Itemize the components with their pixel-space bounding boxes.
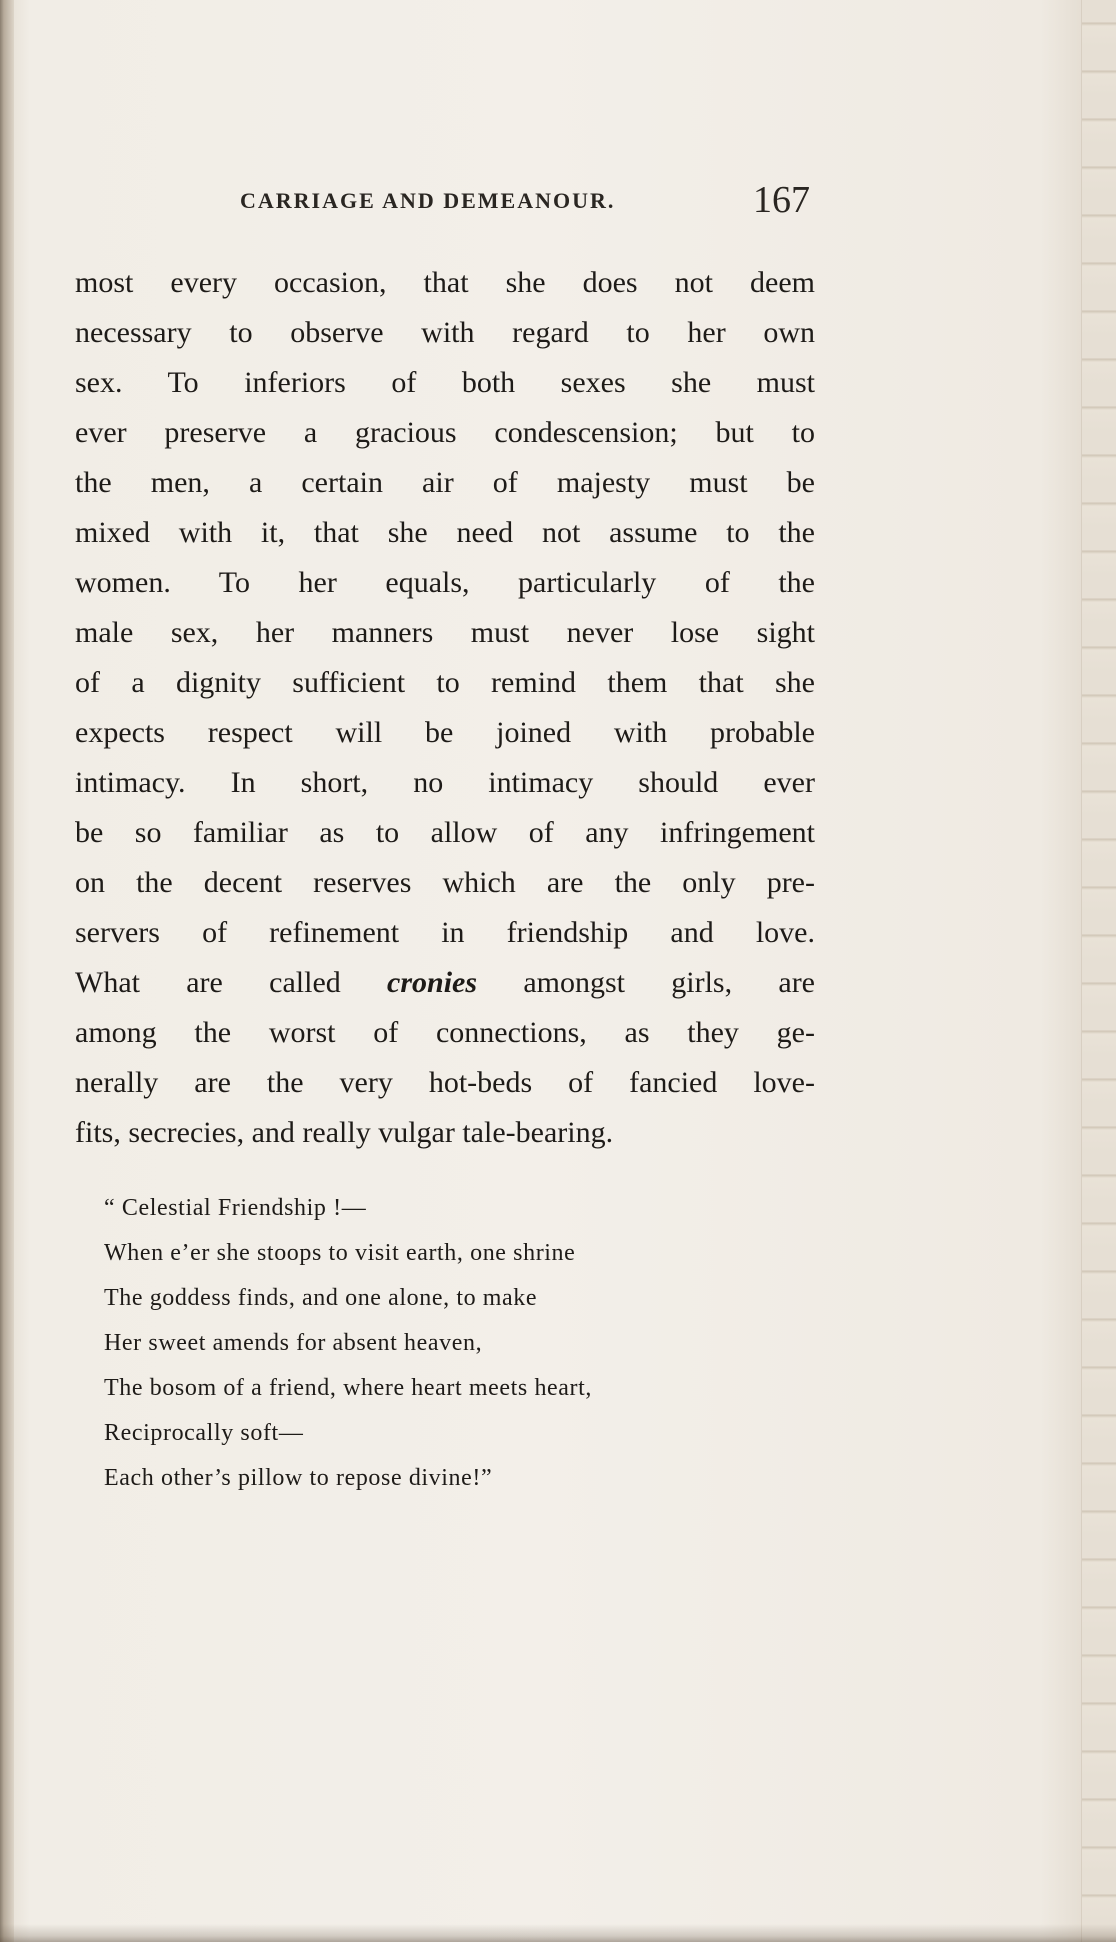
body-line: necessary to observe with regard to her own — [75, 316, 815, 349]
body-line: women. To her equals, particularly of the — [75, 566, 815, 599]
body-line: nerally are the very hot-beds of fancied love- — [75, 1066, 815, 1099]
body-line-after: amongst girls, are — [477, 966, 815, 999]
body-paragraph — [75, 258, 815, 1158]
italic-word: cronies — [387, 966, 478, 999]
running-head-title: CARRIAGE AND DEMEANOUR. — [240, 188, 616, 213]
page-bottom-edge — [0, 1924, 1116, 1942]
verse-line: Reciprocally soft— — [104, 1420, 304, 1446]
verse-line: The bosom of a friend, where heart meets heart, — [104, 1375, 593, 1401]
body-line: servers of refinement in friendship and love. — [75, 916, 815, 949]
page-number: 167 — [753, 179, 810, 221]
body-line: on the decent reserves which are the only pre- — [75, 866, 815, 899]
page-gutter-edge — [0, 0, 14, 1942]
body-line: male sex, her manners must never lose sight — [75, 616, 815, 649]
body-line: among the worst of connections, as they ge- — [75, 1016, 815, 1049]
verse-quotation — [104, 1186, 794, 1501]
running-head — [240, 178, 810, 228]
verse-line: Her sweet amends for absent heaven, — [104, 1330, 483, 1356]
verse-line: Each other’s pillow to repose divine!” — [104, 1465, 493, 1491]
body-line: intimacy. In short, no intimacy should ever — [75, 766, 815, 799]
body-line: sex. To inferiors of both sexes she must — [75, 366, 815, 399]
body-line-with-italic — [75, 958, 815, 1008]
body-line: most every occasion, that she does not deem — [75, 266, 815, 299]
body-line: of a dignity sufficient to remind them that she — [75, 666, 815, 699]
body-line: expects respect will be joined with probable — [75, 716, 815, 749]
body-line: fits, secrecies, and really vulgar tale-bearing. — [75, 1116, 614, 1149]
body-line: ever preserve a gracious condescension; but to — [75, 416, 815, 449]
verse-line: When e’er she stoops to visit earth, one shrine — [104, 1240, 576, 1266]
verse-line: The goddess finds, and one alone, to make — [104, 1285, 538, 1311]
body-line: be so familiar as to allow of any infringement — [75, 816, 815, 849]
body-line: mixed with it, that she need not assume to the — [75, 516, 815, 549]
verse-line: “ Celestial Friendship !— — [104, 1195, 367, 1221]
body-line: the men, a certain air of majesty must be — [75, 466, 815, 499]
page-fore-edge — [1081, 0, 1116, 1942]
body-line-before: What are called — [75, 966, 388, 999]
